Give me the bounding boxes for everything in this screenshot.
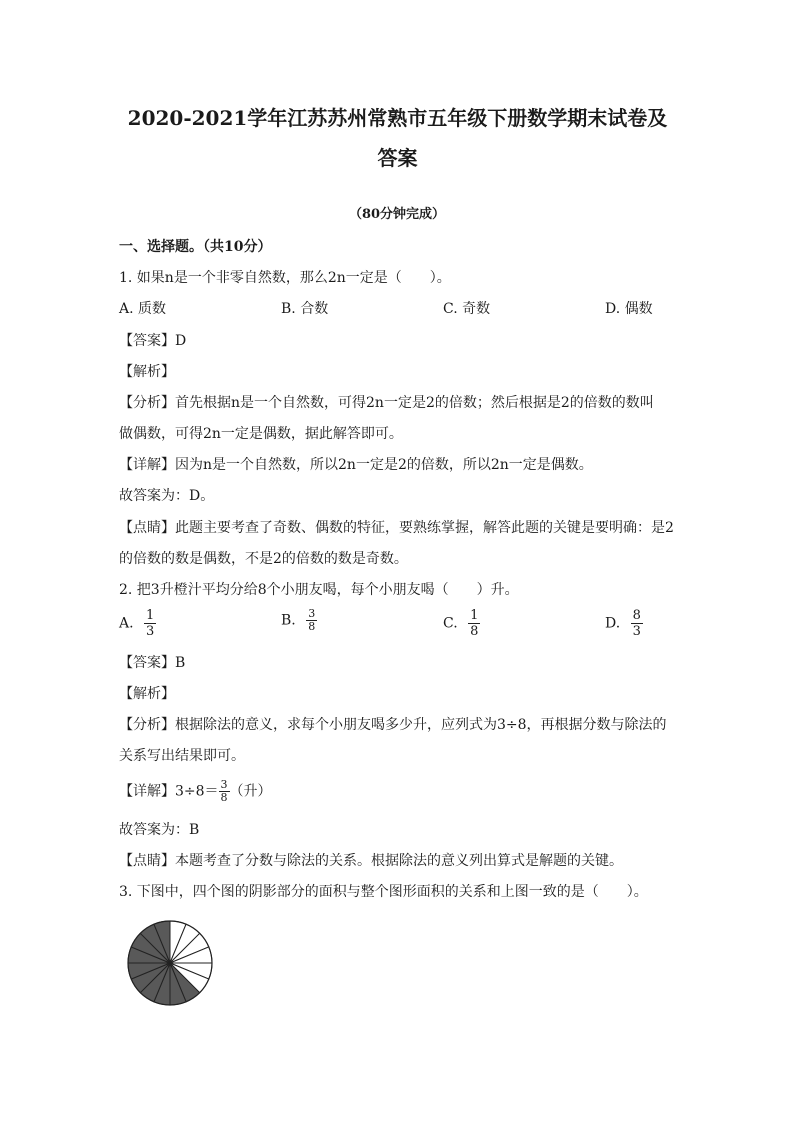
fraction-numerator: 1 [470, 608, 479, 623]
duration-note: （80分钟完成） [348, 207, 446, 222]
title-line-1: 2020-2021学年江苏苏州常熟市五年级下册数学期末试卷及 [127, 106, 668, 130]
q2-final: 故答案为：B [119, 822, 200, 838]
q2-option-b-fraction [306, 608, 317, 633]
section-heading: 一、选择题。（共10分） [119, 239, 272, 255]
fraction-numerator: 3 [308, 607, 316, 620]
q2-option-b-label: B. [281, 612, 296, 629]
q2-stem: 2. 把3升橙汁平均分给8个小朋友喝，每个小朋友喝（ ）升。 [119, 582, 519, 598]
q1-final: 故答案为：D。 [119, 488, 215, 504]
fraction-denominator: 8 [470, 624, 479, 639]
q2-option-d-label: D. [605, 615, 621, 632]
fraction-denominator: 8 [308, 620, 316, 633]
q2-option-a-label: A. [119, 615, 134, 632]
q1-stem: 1. 如果n是一个非零自然数，那么2n一定是（ ）。 [119, 270, 451, 286]
q1-option-c: C. 奇数 [443, 301, 491, 317]
q1-jiexi: 【解析】 [119, 364, 175, 380]
q1-fenxi-1: 【分析】首先根据n是一个自然数，可得2n一定是2的倍数；然后根据是2的倍数的数叫 [119, 395, 654, 411]
q2-option-c [443, 608, 480, 639]
title-line-2: 答案 [377, 146, 418, 170]
q1-option-d: D. 偶数 [605, 301, 653, 317]
q1-fenxi-2: 做偶数，可得2n一定是偶数，据此解答即可。 [119, 426, 403, 442]
q2-jiexi: 【解析】 [119, 686, 175, 702]
q1-dianjing-1: 【点睛】此题主要考查了奇数、偶数的特征，要熟练掌握，解答此题的关键是要明确：是2 [119, 520, 674, 536]
q2-answer: 【答案】B [119, 655, 186, 671]
q1-dianjing-2: 的倍数的数是偶数，不是2的倍数的数是奇数。 [119, 551, 408, 567]
q2-dianjing: 【点睛】本题考查了分数与除法的关系。根据除法的意义列出算式是解题的关键。 [119, 853, 623, 869]
q2-option-d-fraction [631, 608, 643, 639]
fraction-denominator: 8 [220, 791, 228, 804]
q1-option-b: B. 合数 [281, 301, 329, 317]
q2-xiangjie [119, 779, 272, 804]
fraction-denominator: 3 [146, 624, 155, 639]
q2-option-b [281, 608, 317, 633]
q3-stem: 3. 下图中，四个图的阴影部分的面积与整个图形面积的关系和上图一致的是（ ）。 [119, 884, 648, 900]
fraction-numerator: 1 [146, 608, 155, 623]
q3-circle-figure [125, 918, 215, 1008]
q1-option-a: A. 质数 [119, 301, 167, 317]
q1-xiangjie: 【详解】因为n是一个自然数，所以2n一定是2的倍数，所以2n一定是偶数。 [119, 457, 593, 473]
q2-option-d [605, 608, 643, 639]
q2-option-a [119, 608, 156, 639]
q2-fenxi-1: 【分析】根据除法的意义，求每个小朋友喝多少升，应列式为3÷8，再根据分数与除法的 [119, 717, 667, 733]
q2-option-a-fraction [144, 608, 156, 639]
fraction-denominator: 3 [632, 624, 641, 639]
q2-fenxi-2: 关系写出结果即可。 [119, 748, 245, 764]
q2-option-c-fraction [468, 608, 480, 639]
q1-answer: 【答案】D [119, 333, 187, 349]
q2-xiangjie-prefix: 【详解】3÷8＝ [119, 783, 219, 800]
q2-option-c-label: C. [443, 615, 458, 632]
fraction-numerator: 3 [220, 778, 228, 791]
fraction-numerator: 8 [632, 608, 641, 623]
q2-xiangjie-fraction [219, 779, 230, 804]
q2-xiangjie-suffix: （升） [229, 783, 272, 800]
